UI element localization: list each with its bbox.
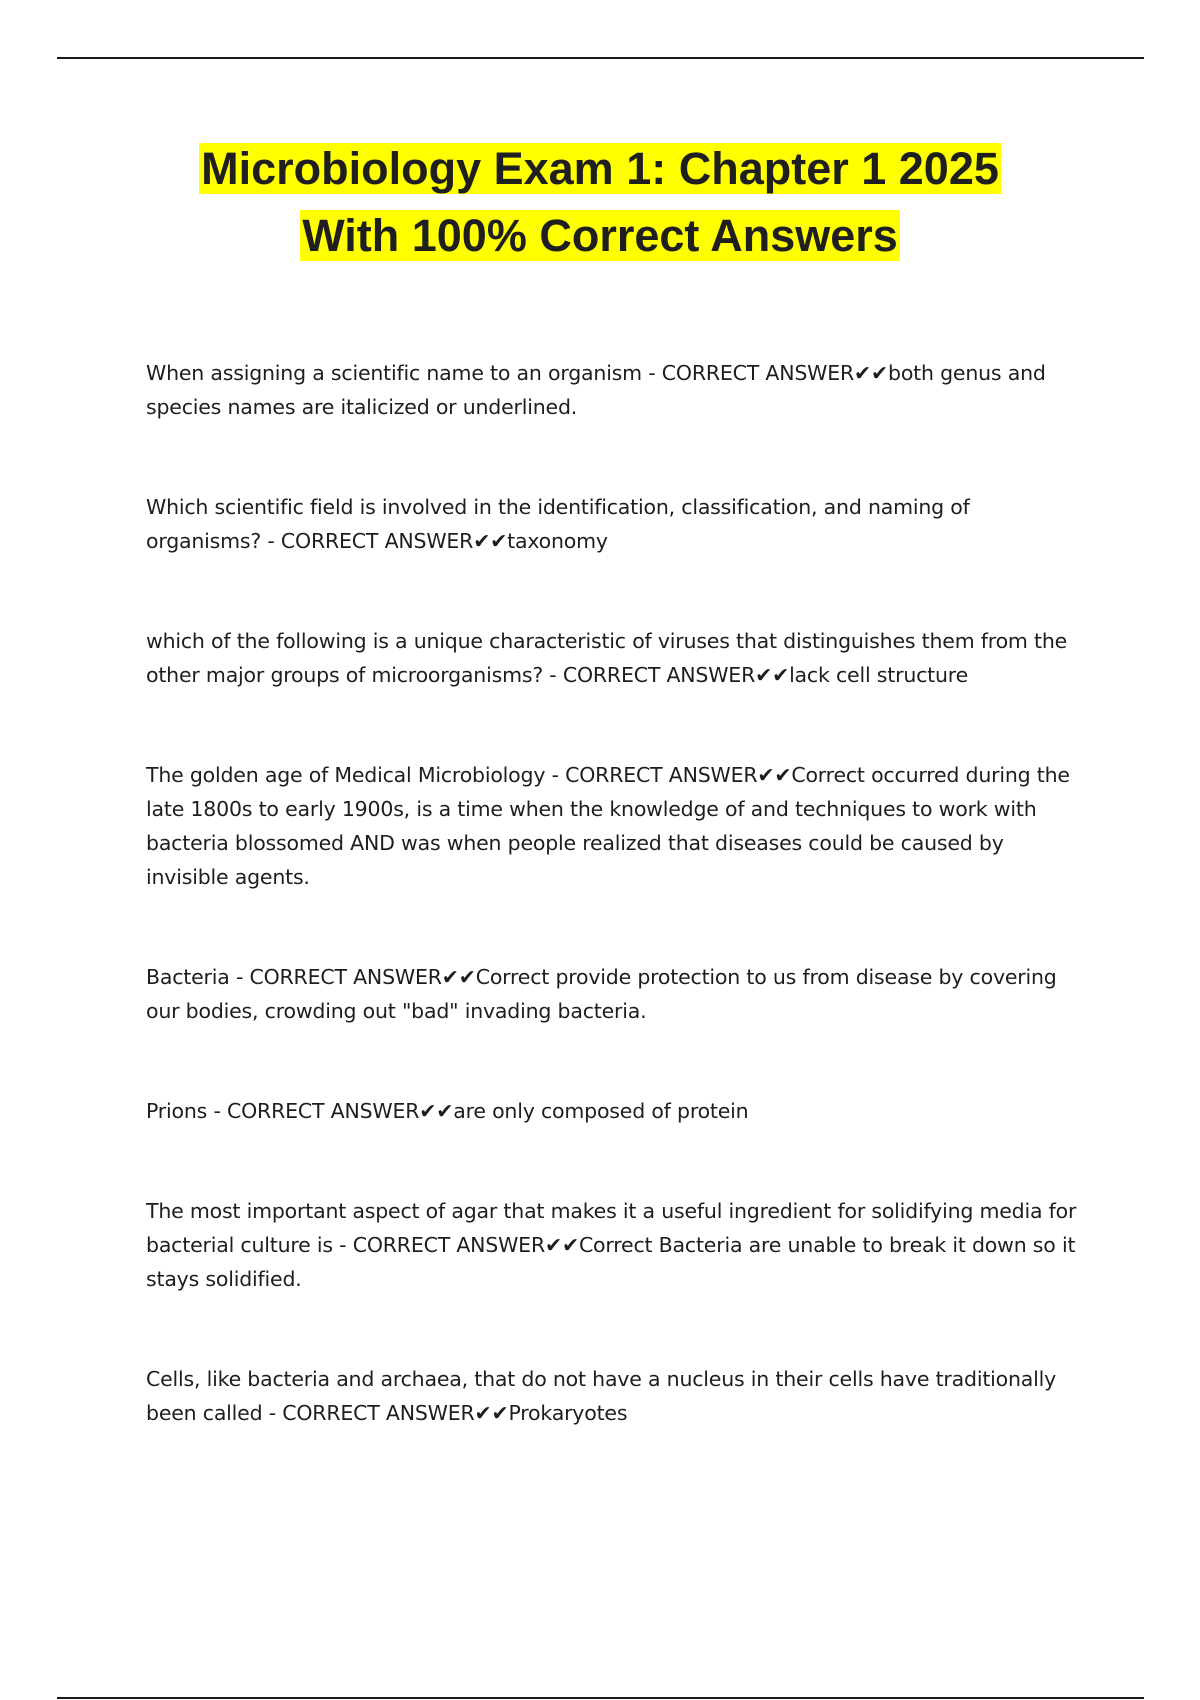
title-line-1 <box>100 140 1100 207</box>
answer-marker: CORRECT ANSWER✔✔ <box>249 965 476 989</box>
bottom-rule <box>57 1697 1144 1699</box>
answer-marker: CORRECT ANSWER✔✔ <box>661 361 888 385</box>
qa-answer: both genus and species names are italicized or underlined. <box>146 361 1046 419</box>
title-line-1-text: Microbiology Exam 1: Chapter 1 2025 <box>201 143 999 194</box>
qa-answer: Correct provide protection to us from disease by covering our bodies, crowding out "bad" invading bacteria. <box>146 965 1057 1023</box>
top-rule <box>57 57 1144 59</box>
qa-item <box>146 356 1086 424</box>
qa-item <box>146 758 1086 894</box>
qa-question: Prions - <box>146 1099 227 1123</box>
qa-question: which of the following is a unique characteristic of viruses that distinguishes them from the other major groups of microorganisms? - <box>146 629 1068 687</box>
answer-marker: CORRECT ANSWER✔✔ <box>562 663 790 687</box>
qa-item <box>146 624 1086 692</box>
answer-marker: CORRECT ANSWER✔✔ <box>226 1099 454 1123</box>
qa-question: Bacteria - <box>146 965 250 989</box>
qa-question: The most important aspect of agar that makes it a useful ingredient for solidifying media for bacterial culture is - <box>146 1199 1077 1257</box>
answer-marker: CORRECT ANSWER✔✔ <box>565 763 792 787</box>
qa-answer: taxonomy <box>507 529 608 553</box>
qa-item <box>146 1094 1086 1128</box>
qa-question: Cells, like bacteria and archaea, that do not have a nucleus in their cells have traditionally been called - <box>146 1367 1057 1425</box>
qa-question: Which scientific field is involved in the identification, classification, and naming of organisms? - <box>146 495 970 553</box>
qa-answer: Correct occurred during the late 1800s to early 1900s, is a time when the knowledge of and techniques to work with bacteria blossomed AND was when people realized that diseases could be caused by invisible agents. <box>146 763 1070 889</box>
qa-item <box>146 960 1086 1028</box>
qa-answer: are only composed of protein <box>453 1099 749 1123</box>
document-title <box>100 140 1100 274</box>
title-line-2 <box>100 207 1100 274</box>
qa-question: The golden age of Medical Microbiology - <box>146 763 566 787</box>
qa-answer: lack cell structure <box>789 663 969 687</box>
answer-marker: CORRECT ANSWER✔✔ <box>352 1233 579 1257</box>
qa-answer: Correct Bacteria are unable to break it down so it stays solidified. <box>146 1233 1076 1291</box>
qa-question: When assigning a scientific name to an organism - <box>146 361 662 385</box>
answer-marker: CORRECT ANSWER✔✔ <box>282 1401 509 1425</box>
qa-item <box>146 1194 1086 1296</box>
answer-marker: CORRECT ANSWER✔✔ <box>280 529 508 553</box>
qa-item <box>146 490 1086 558</box>
qa-answer: Prokaryotes <box>508 1401 628 1425</box>
qa-item <box>146 1362 1086 1430</box>
title-line-2-text: With 100% Correct Answers <box>302 210 898 261</box>
